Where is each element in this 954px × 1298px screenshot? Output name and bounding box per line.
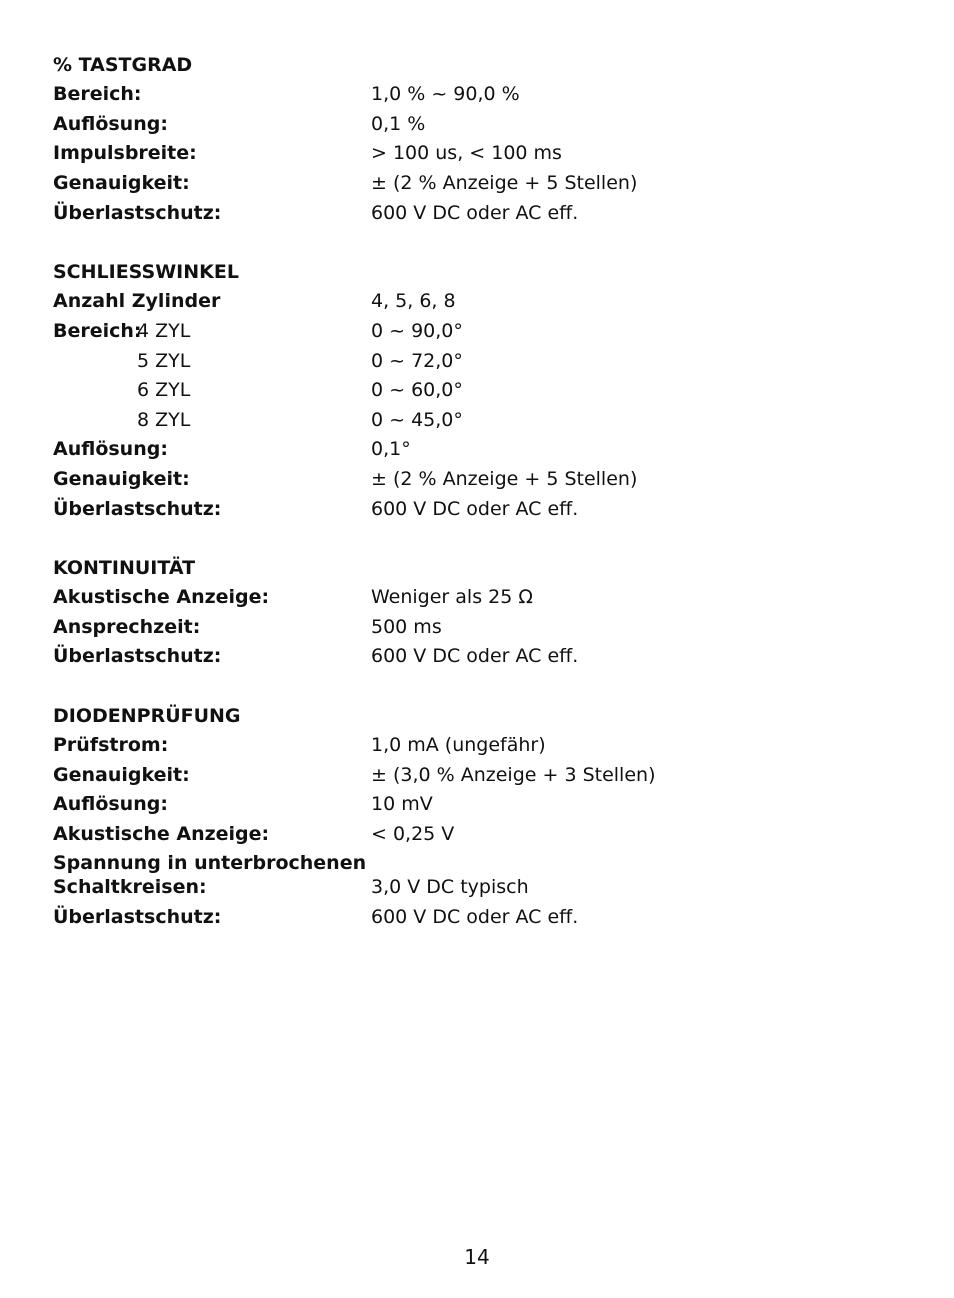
spec-value: > 100 us, < 100 ms [371,142,562,165]
spec-value: ± (2 % Anzeige + 5 Stellen) [371,467,638,490]
spec-label: Auflösung: [53,438,168,461]
cylinder-label: 6 ZYL [137,379,191,402]
spec-row [53,373,913,403]
spec-label: Überlastschutz: [53,497,222,520]
spec-content [53,47,913,929]
spec-row [53,580,913,610]
spec-value: 600 V DC oder AC eff. [371,497,579,520]
spec-label: Genauigkeit: [53,467,190,490]
spec-label-line: Spannung in unterbrochenen [53,852,367,875]
spec-row [53,461,913,491]
spec-row [53,136,913,166]
spec-row [53,313,913,343]
spec-row [53,816,913,846]
section-title-continuity: KONTINUITÄT [53,556,196,579]
spec-value: 600 V DC oder AC eff. [371,645,579,668]
spec-row [53,899,913,929]
spec-label: Auflösung: [53,793,168,816]
spec-label: Anzahl Zylinder [53,290,221,313]
spec-label [53,851,371,899]
spec-label: Genauigkeit: [53,763,190,786]
spec-row [53,432,913,462]
spec-value: 0 ~ 72,0° [371,349,463,372]
cylinder-label: 5 ZYL [137,349,191,372]
spec-row [53,343,913,373]
spec-label: Akustische Anzeige: [53,586,270,609]
spec-value: 600 V DC oder AC eff. [371,905,579,928]
spec-value: 0 ~ 90,0° [371,319,463,342]
spec-row [53,609,913,639]
spec-label: Bereich: [53,319,142,342]
spec-row [53,846,913,899]
spec-row [53,787,913,817]
section-title-duty-cycle: % TASTGRAD [53,53,193,76]
section-title-diode-test: DIODENPRÜFUNG [53,704,241,727]
spec-label: Überlastschutz: [53,201,222,224]
spec-row [53,757,913,787]
spec-value: 4, 5, 6, 8 [371,290,456,313]
spec-label: Bereich: [53,83,142,106]
section-spacer [53,668,913,698]
spec-label: Prüfstrom: [53,734,169,757]
spec-row [53,106,913,136]
page-number: 14 [464,1245,490,1269]
spec-label: Auflösung: [53,112,168,135]
spec-label: Ansprechzeit: [53,615,201,638]
section-spacer [53,521,913,551]
spec-row [53,195,913,225]
section-spacer [53,225,913,255]
spec-row [53,165,913,195]
spec-label-line: Schaltkreisen: [53,876,207,899]
spec-label: Genauigkeit: [53,171,190,194]
spec-row [53,639,913,669]
spec-value: < 0,25 V [371,823,455,846]
range-cell [53,349,371,373]
section-title-dwell: SCHLIESSWINKEL [53,260,239,283]
spec-row [53,77,913,107]
spec-value: 0,1° [371,438,411,461]
range-cell [53,378,371,402]
spec-value: Weniger als 25 Ω [371,586,533,609]
cylinder-label: 8 ZYL [137,408,191,431]
spec-value: ± (2 % Anzeige + 5 Stellen) [371,171,638,194]
spec-label: Überlastschutz: [53,905,222,928]
cylinder-label: 4 ZYL [137,319,191,342]
spec-value: 0 ~ 45,0° [371,408,463,431]
range-cell [53,408,371,432]
spec-label: Impulsbreite: [53,142,197,165]
spec-row [53,728,913,758]
spec-label: Überlastschutz: [53,645,222,668]
spec-value: 1,0 mA (ungefähr) [371,734,546,757]
spec-value: 600 V DC oder AC eff. [371,201,579,224]
spec-row [53,491,913,521]
spec-value: 1,0 % ~ 90,0 % [371,83,520,106]
spec-row [53,402,913,432]
range-cell [53,319,371,343]
spec-value: 3,0 V DC typisch [371,876,529,899]
spec-value: 0 ~ 60,0° [371,379,463,402]
spec-value: 500 ms [371,615,442,638]
spec-value: 10 mV [371,793,433,816]
spec-label: Akustische Anzeige: [53,823,270,846]
spec-row [53,284,913,314]
spec-value: ± (3,0 % Anzeige + 3 Stellen) [371,763,656,786]
spec-value: 0,1 % [371,112,426,135]
